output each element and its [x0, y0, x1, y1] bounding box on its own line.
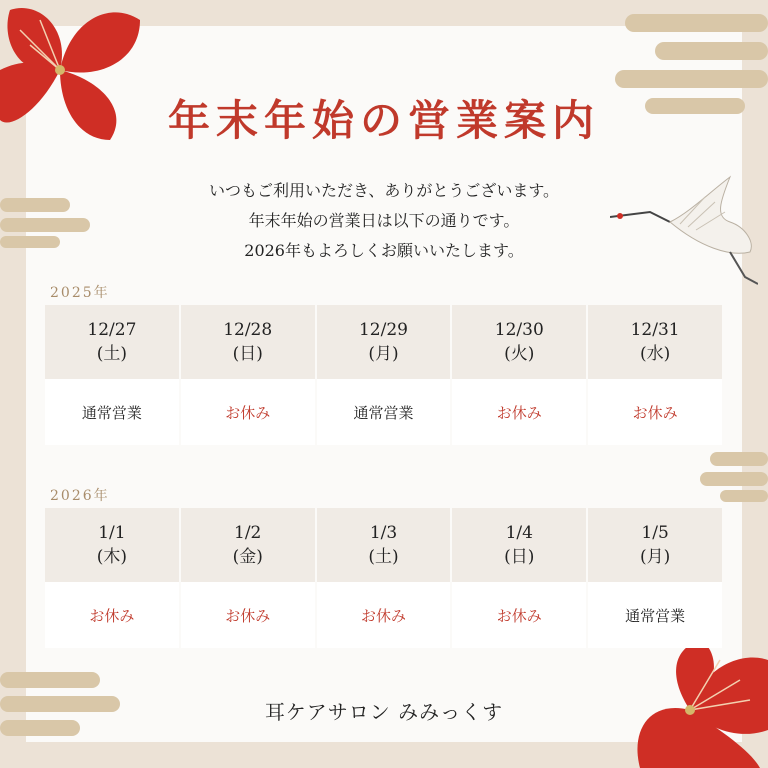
day-status: 通常営業: [45, 379, 179, 445]
day-header: [317, 305, 451, 379]
weekday: (金): [232, 547, 263, 567]
day-header: [588, 508, 722, 582]
weekday: (火): [504, 344, 535, 364]
weekday: (水): [639, 344, 671, 364]
day-status: お休み: [181, 582, 315, 648]
date: 1/2: [234, 523, 262, 543]
date: 12/30: [494, 320, 544, 340]
greeting-message: [150, 176, 618, 266]
day-header: [317, 508, 451, 582]
weekday: (月): [639, 547, 671, 567]
day-header: [452, 508, 586, 582]
day-status: お休み: [452, 379, 586, 445]
message-line: いつもご利用いただき、ありがとうございます。: [208, 181, 560, 200]
day-status: お休み: [317, 582, 451, 648]
date: 12/31: [630, 320, 680, 340]
crane-icon: [610, 172, 758, 287]
day-status: 通常営業: [317, 379, 451, 445]
day-status: お休み: [588, 379, 722, 445]
schedule-grid-2026: [45, 508, 722, 648]
day-header: [181, 305, 315, 379]
day-header: [45, 305, 179, 379]
date: 12/28: [223, 320, 273, 340]
cloud-pattern: [700, 452, 768, 502]
day-header: [45, 508, 179, 582]
weekday: (日): [232, 344, 263, 364]
schedule-grid-2025: [45, 305, 722, 445]
cloud-pattern: [0, 198, 90, 248]
year-label-2025: 2025年: [50, 285, 110, 301]
day-status: お休み: [181, 379, 315, 445]
message-line: 年末年始の営業日は以下の通りです。: [248, 211, 520, 230]
message-line: 2026年もよろしくお願いいたします。: [244, 241, 524, 260]
day-status: お休み: [45, 582, 179, 648]
weekday: (土): [96, 344, 128, 364]
weekday: (日): [504, 547, 535, 567]
year-label-2026: 2026年: [50, 488, 110, 504]
day-header: [452, 305, 586, 379]
date: 12/29: [358, 320, 408, 340]
date: 1/4: [505, 523, 533, 543]
date: 12/27: [87, 320, 137, 340]
date: 1/3: [369, 523, 398, 543]
day-status: お休み: [452, 582, 586, 648]
weekday: (木): [96, 547, 128, 567]
day-header: [181, 508, 315, 582]
day-status: 通常営業: [588, 582, 722, 648]
weekday: (土): [368, 547, 399, 567]
date: 1/5: [641, 523, 669, 543]
weekday: (月): [368, 344, 399, 364]
page-title: 年末年始の営業案内: [167, 96, 600, 145]
day-header: [588, 305, 722, 379]
date: 1/1: [98, 523, 126, 543]
salon-name: 耳ケアサロン みみっくす: [264, 700, 504, 724]
